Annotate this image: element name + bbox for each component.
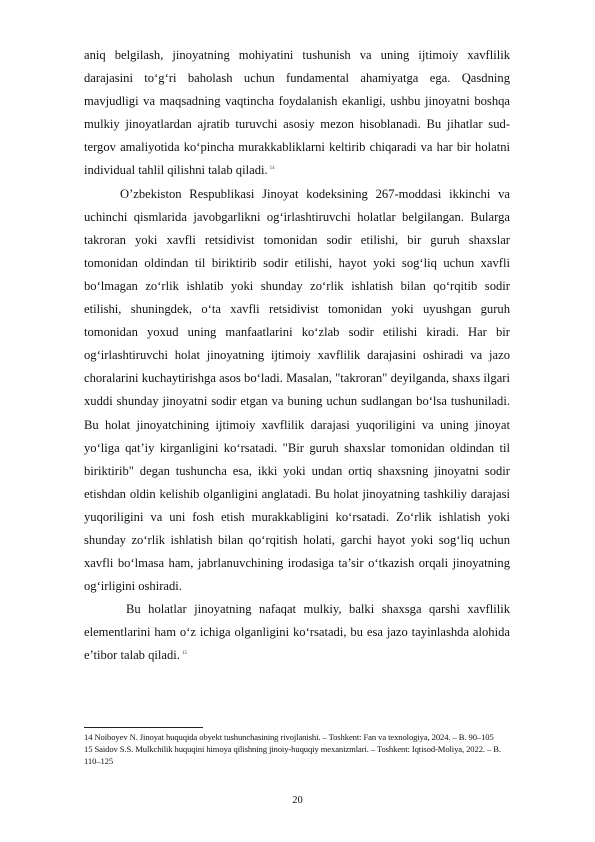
body-text: [84, 44, 510, 668]
paragraph-2: [84, 183, 510, 599]
paragraph-3: [84, 598, 510, 667]
footnote-ref-14: 14: [269, 166, 275, 172]
footnote-14: 14 Noiboyev N. Jinoyat huquqida obyekt tushunchasining rivojlanishi. – Toshkent: Fan va texnologiya, 2024. – B. 90–105: [84, 732, 494, 742]
paragraph-1: [84, 44, 510, 183]
page-number: 20: [292, 795, 303, 806]
paragraph-3-text: Bu holatlar jinoyatning nafaqat mulkiy, balki shaxsga qarshi xavflilik elementlarini ham o‘z ichiga olganligini ko‘rsatadi, bu esa jazo tayinlashda alohida e’tibor talab qiladi.: [84, 602, 510, 663]
footnote-separator: [84, 727, 203, 728]
footnote-15: 15 Saidov S.S. Mulkchilik huquqini himoya qilishning jinoiy-huquqiy mexanizmlari. – Toshkent: Iqtisod-Moliya, 2022. – B. 110–125: [84, 744, 501, 767]
paragraph-2-text: O’zbekiston Respublikasi Jinoyat kodeksining 267-moddasi ikkinchi va uchinchi qismlarida javobgarlikni og‘irlashtiruvchi holatlar belgilangan. Bularga takroran yoki xavfli retsidivist tomonidan sodir etilishi, bir guruh shaxslar tomonidan oldindan til biriktirib sodir etilishi, hayot yoki sog‘liq uchun xavfli bo‘lmagan zo‘rlik ishlatib yoki shunday zo‘rlik ishlatish bilan qo‘rqitib sodir etilishi, shuningdek, o‘ta xavfli retsidivist tomonidan yoki uyushgan guruh tomonidan yoxud uning manfaatlarini ko‘zlab sodir etilishi kiradi. Har bir og‘irlashtiruvchi holat jinoyatning ijtimoiy xavflilik darajasini oshiradi va jazo choralarini kuchaytirishga asos bo‘ladi. Masalan, "takroran" deyilganda, shaxs ilgari xuddi shunday jinoyatni sodir etgan va buning uchun sudlangan bo‘lsa tushuniladi. Bu holat jinoyatchining ijtimoiy xavflilik darajasi yuqoriligini va uning jinoyat yo‘liga qat’iy kirganligini ko‘rsatadi. "Bir guruh shaxslar tomonidan oldindan til biriktirib" degan tushuncha esa, ikki yoki undan ortiq shaxsning jinoyatni sodir etishdan oldin kelishib olganligini anglatadi. Bu holat jinoyatning tashkiliy darajasi yuqoriligini va uni fosh etish murakkabligini ko‘rsatadi. Zo‘rlik ishlatish yoki shunday zo‘rlik ishlatish bilan qo‘rqitish holati, garchi hayot yoki sog‘liq uchun xavfli bo‘lmasa ham, jabrlanuvchining irodasiga ta’sir o‘tkazish orqali jinoyatning og‘irligini oshiradi.: [84, 186, 510, 594]
footnotes: [84, 731, 512, 768]
paragraph-1-text: aniq belgilash, jinoyatning mohiyatini tushunish va uning ijtimoiy xavflilik darajasini to‘g‘ri baholash uchun fundamental ahamiyatga ega. Qasdning mavjudligi va maqsadning vaqtincha foydalanish ekanligi, ushbu jinoyatni boshqa mulkiy jinoyatlardan ajratib turuvchi asosiy mezon hisoblanadi. Bu jihatlar sud-tergov amaliyotida ko‘pincha murakkabliklarni keltirib chiqaradi va har bir holatni individual tahlil qilishni talab qiladi.: [84, 48, 510, 178]
footnote-ref-15: 15: [181, 651, 187, 657]
